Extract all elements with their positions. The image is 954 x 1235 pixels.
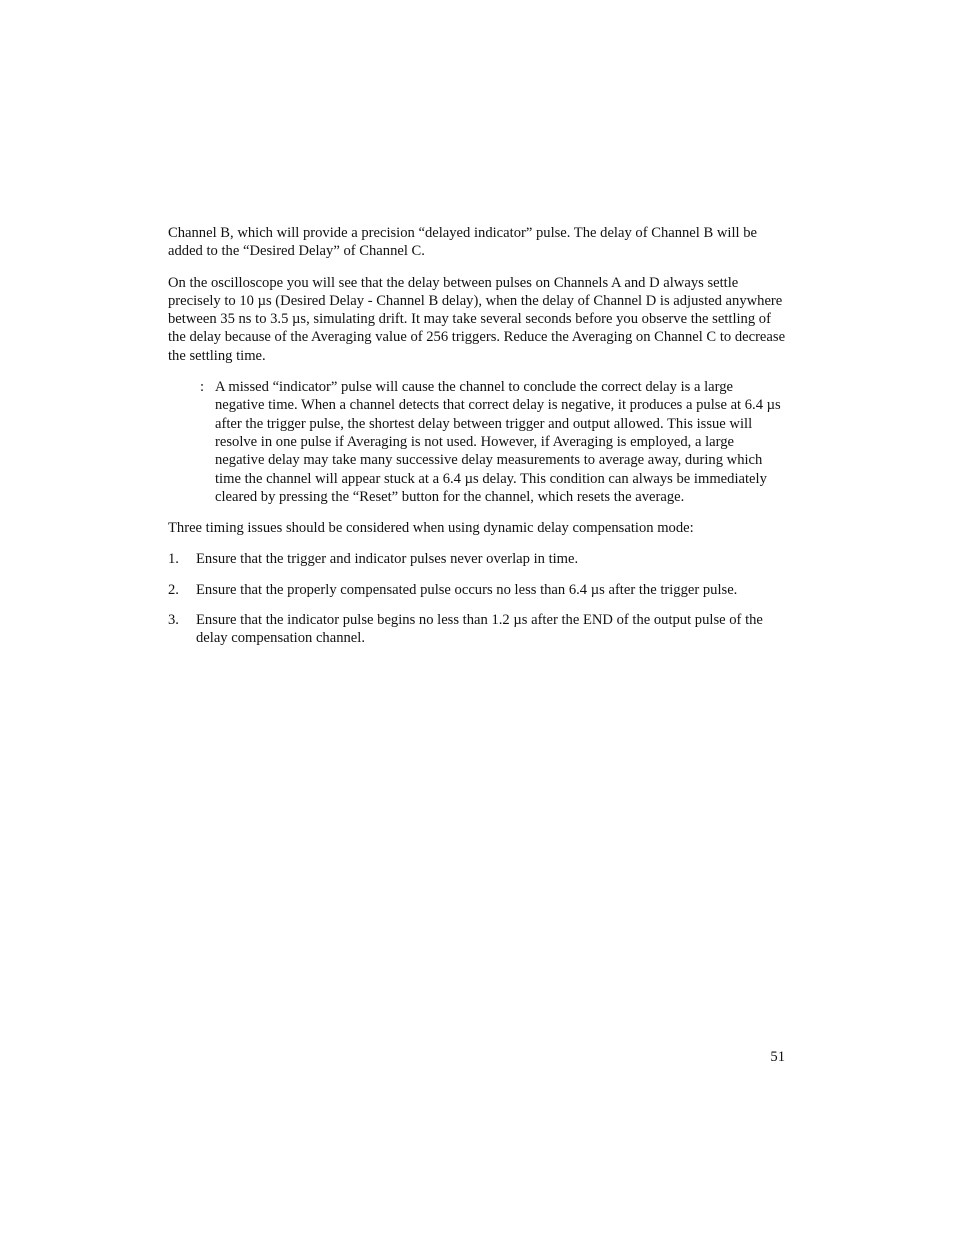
- page-body: [168, 224, 786, 660]
- timing-list: [168, 550, 786, 647]
- note-text: A missed “indicator” pulse will cause the channel to conclude the correct delay is a large negative time. When a channel detects that correct delay is negative, it produces a pulse at 6.4 µs after the trigger pulse, the shortest delay between trigger and output allowed. This issue will resolve in one pulse if Averaging is not used. However, if Averaging is employed, a large negative delay may take many successive delay measurements to average away, during which time the channel will appear stuck at a 6.4 µs delay. This condition can always be immediately cleared by pressing the “Reset” button for the channel, which resets the average.: [215, 379, 781, 505]
- list-item: [168, 581, 786, 599]
- list-text: Ensure that the indicator pulse begins no less than 1.2 µs after the END of the output pulse of the delay compensation channel.: [196, 612, 763, 647]
- timing-intro: Three timing issues should be considered when using dynamic delay compensation mode:: [168, 520, 694, 537]
- note-block: [168, 378, 786, 506]
- list-number: 2.: [168, 581, 179, 598]
- paragraph-oscilloscope: On the oscilloscope you will see that the delay between pulses on Channels A and D always settle precisely to 10 µs (Desired Delay - Channel B delay), when the delay of Channel D is adjusted anywhere between 35 ns to 3.5 µs, simulating drift. It may take several seconds before you observe the settling of the delay because of the Averaging value of 256 triggers. Reduce the Averaging on Channel C to decrease the settling time.: [168, 274, 786, 364]
- list-text: Ensure that the trigger and indicator pulses never overlap in time.: [196, 551, 579, 568]
- list-text: Ensure that the properly compensated pulse occurs no less than 6.4 µs after the trigger pulse.: [196, 581, 738, 598]
- list-number: 1.: [168, 551, 179, 568]
- list-number: 3.: [168, 612, 179, 629]
- list-item: [168, 550, 786, 568]
- paragraph-channel-b: Channel B, which will provide a precision “delayed indicator” pulse. The delay of Channel B will be added to the “Desired Delay” of Channel C.: [168, 225, 757, 260]
- note-marker: :: [200, 379, 205, 396]
- list-item: [168, 611, 786, 648]
- page-number: 51: [770, 1049, 785, 1065]
